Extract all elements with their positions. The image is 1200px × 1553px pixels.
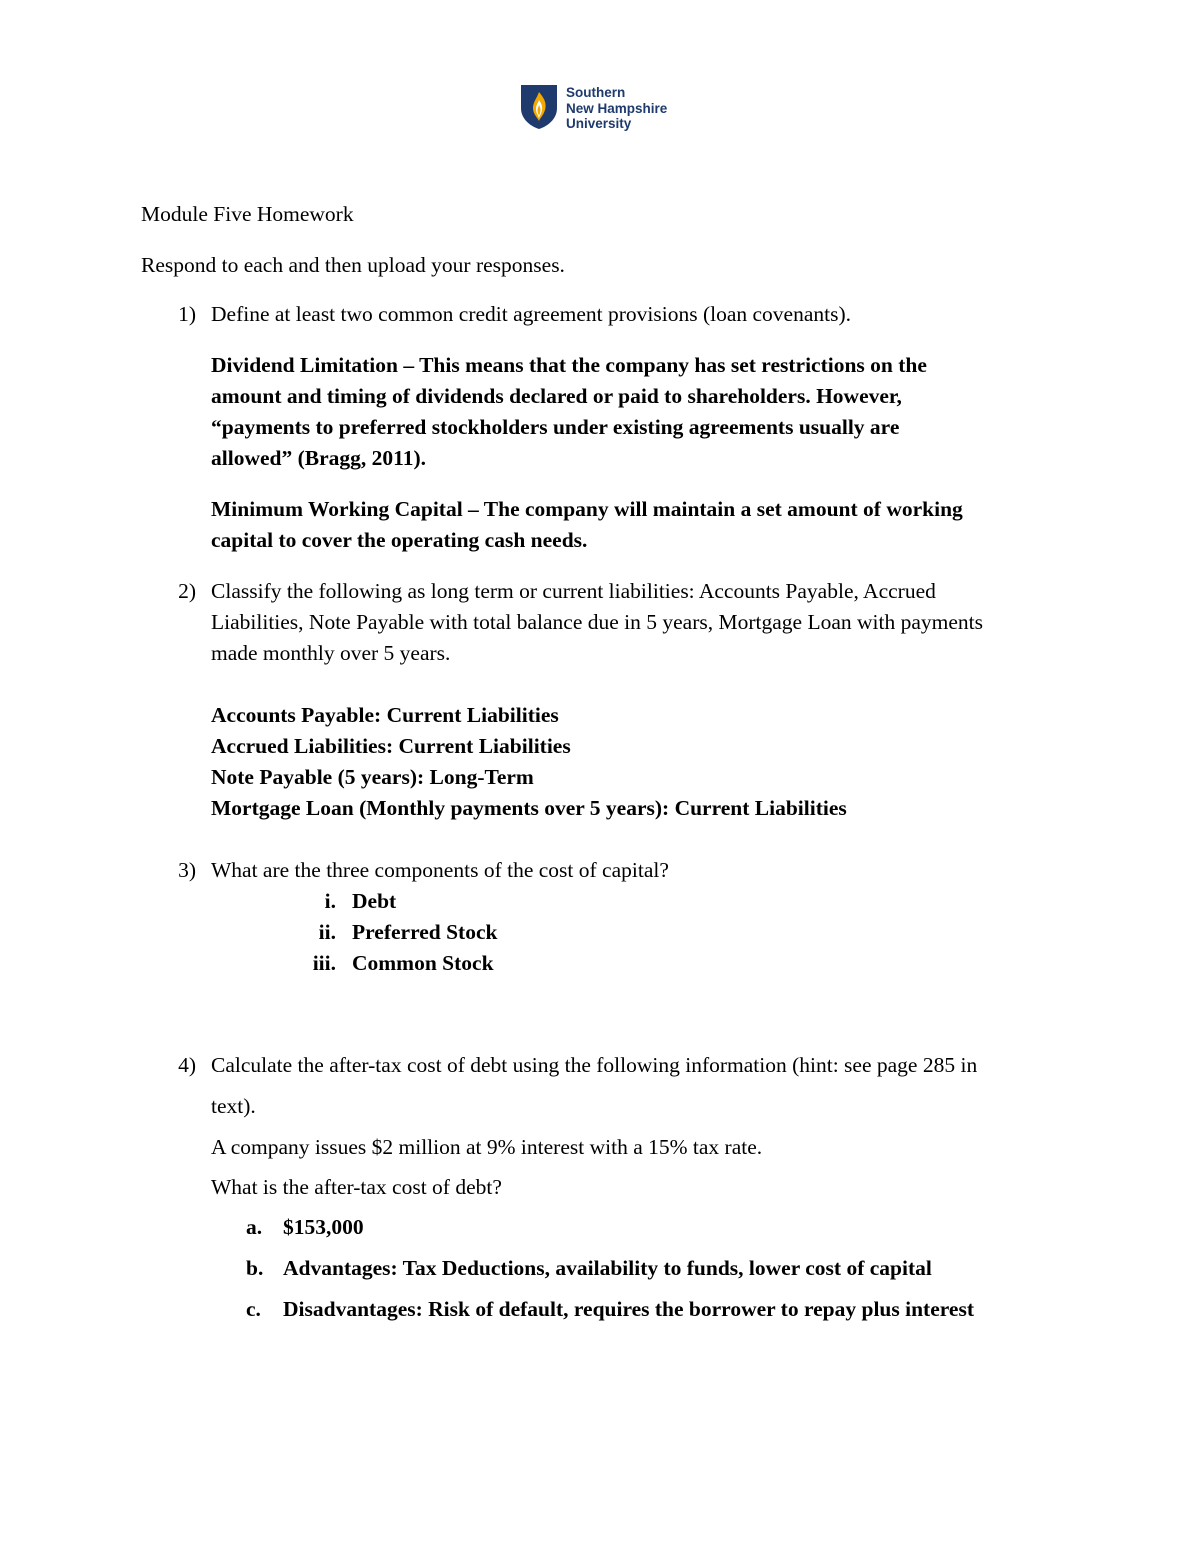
q2-prompt-line: made monthly over 5 years. <box>211 641 451 665</box>
q2-answer: Accounts Payable: Current Liabilities <box>211 703 559 727</box>
q4-scenario: A company issues $2 million at 9% interest with a 15% tax rate. <box>211 1135 763 1159</box>
q1-answer1-line: amount and timing of dividends declared or paid to shareholders. However, <box>211 384 902 408</box>
shield-flame-icon <box>520 84 558 130</box>
logo-line-1: Southern <box>566 85 626 100</box>
q3-item-text: Preferred Stock <box>352 920 498 944</box>
q1-answer2-line: capital to cover the operating cash needs. <box>211 528 588 552</box>
q1-answer1-line: Dividend Limitation – This means that the company has set restrictions on the <box>211 353 927 377</box>
logo-line-3: University <box>566 116 632 131</box>
q2-prompt-line: Classify the following as long term or current liabilities: Accounts Payable, Accrued <box>211 579 936 603</box>
instructions: Respond to each and then upload your responses. <box>141 253 565 277</box>
q2-answer: Note Payable (5 years): Long-Term <box>211 765 534 789</box>
q2-number: 2) <box>178 579 196 603</box>
q3-prompt: What are the three components of the cost of capital? <box>211 858 669 882</box>
q4-prompt-line: text). <box>211 1094 256 1118</box>
q3-item-text: Common Stock <box>352 951 494 975</box>
q4-answer-text: Advantages: Tax Deductions, availability to funds, lower cost of capital <box>283 1256 932 1280</box>
q3-item-marker: ii. <box>318 920 336 944</box>
q2-answer: Accrued Liabilities: Current Liabilities <box>211 734 571 758</box>
logo-line-2: New Hampshire <box>566 100 668 116</box>
q2-prompt-line: Liabilities, Note Payable with total balance due in 5 years, Mortgage Loan with payments <box>211 610 983 634</box>
q1-answer1-line: allowed” (Bragg, 2011). <box>211 446 426 470</box>
q2-answer: Mortgage Loan (Monthly payments over 5 years): Current Liabilities <box>211 796 847 820</box>
university-logo <box>520 84 690 134</box>
q4-question: What is the after-tax cost of debt? <box>211 1175 502 1199</box>
q3-number: 3) <box>178 858 196 882</box>
q1-answer2-line: Minimum Working Capital – The company will maintain a set amount of working <box>211 497 963 521</box>
q1-prompt: Define at least two common credit agreement provisions (loan covenants). <box>211 302 852 326</box>
q4-number: 4) <box>178 1053 196 1077</box>
q3-item-text: Debt <box>352 889 397 913</box>
q4-answer-marker: a. <box>246 1215 263 1239</box>
q3-item-marker: iii. <box>312 951 336 975</box>
university-logo-text <box>566 85 667 132</box>
q4-answer-text: Disadvantages: Risk of default, requires the borrower to repay plus interest <box>283 1297 974 1321</box>
q4-prompt-line: Calculate the after-tax cost of debt using the following information (hint: see page 285 in <box>211 1053 978 1077</box>
q1-answer1-line: “payments to preferred stockholders under existing agreements usually are <box>211 415 900 439</box>
q4-answer-text: $153,000 <box>283 1215 364 1239</box>
q4-answer-marker: c. <box>246 1297 261 1321</box>
q4-answer-marker: b. <box>246 1256 264 1280</box>
page-title: Module Five Homework <box>141 202 354 226</box>
q1-number: 1) <box>178 302 196 326</box>
q3-item-marker: i. <box>324 889 336 913</box>
